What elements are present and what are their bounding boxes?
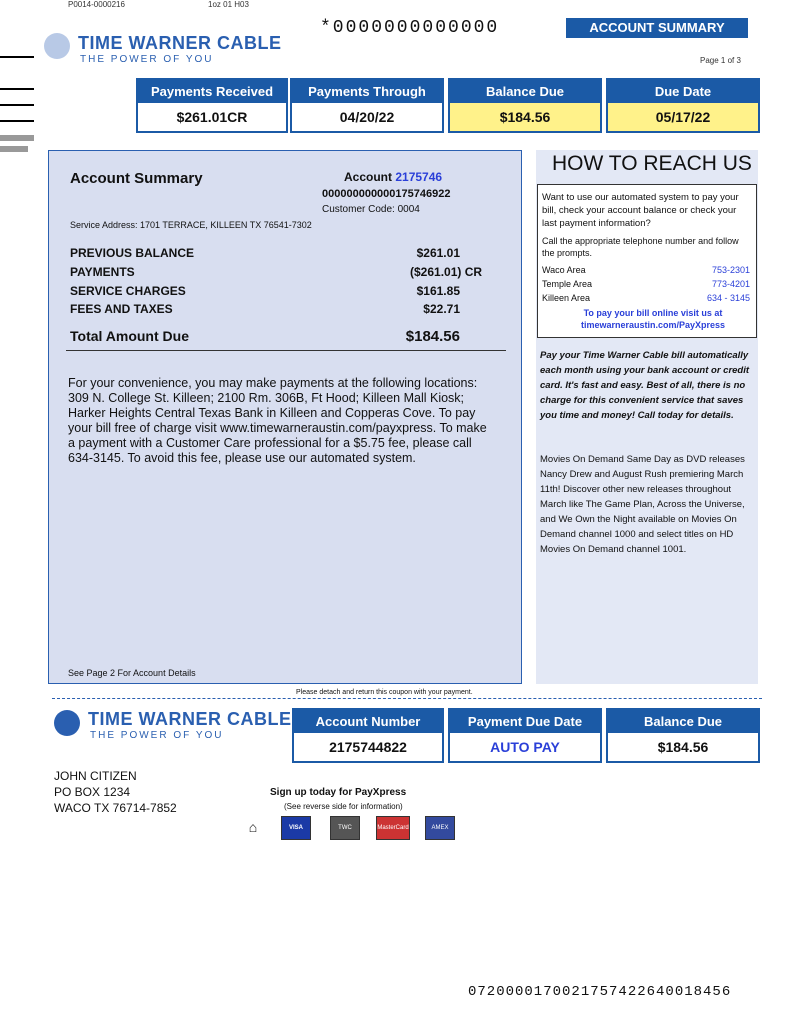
margin-mark bbox=[0, 56, 34, 58]
logo-tagline: THE POWER OF YOU bbox=[90, 730, 224, 741]
account-label: Account 2175746 bbox=[344, 170, 443, 184]
balance-due-box bbox=[448, 78, 602, 133]
box-value: AUTO PAY bbox=[490, 739, 560, 755]
summary-row-label: PAYMENTS bbox=[70, 265, 135, 279]
box-title: Balance Due bbox=[450, 80, 600, 103]
reach-online-link[interactable]: To pay your bill online visit us at timewarneraustin.com/PayXpress bbox=[580, 308, 726, 330]
summary-row-value: $261.01 bbox=[416, 246, 460, 260]
reach-box bbox=[537, 184, 757, 338]
visa-card-icon: VISA bbox=[281, 816, 311, 840]
summary-row-value: $22.71 bbox=[423, 302, 460, 316]
box-value: $184.56 bbox=[450, 103, 600, 131]
box-value: $184.56 bbox=[657, 739, 709, 755]
customer-code: Customer Code: 0004 bbox=[322, 204, 420, 215]
convenience-text: For your convenience, you may make payments at the following locations: 309 N. College St. Killeen; 2100 Rm. 306B, Ft Hood; Killeen Mall Kiosk; Harker Heights Central Texas Bank in Killeen and Copperas Cove. To pay your bill free of charge visit www.timewarneraustin.com/payxpress. To make a payment with a Customer Care professional for a $5.75 fee, please call 634-3145. To avoid this fee, please use our automated system. bbox=[68, 376, 487, 465]
due-date-box bbox=[606, 78, 760, 133]
box-value: 2175744822 bbox=[329, 739, 407, 755]
account-number: 2175746 bbox=[395, 170, 443, 184]
equal-housing-icon: ⌂ bbox=[248, 819, 258, 835]
margin-mark bbox=[0, 88, 34, 90]
payments-received-box bbox=[136, 78, 288, 133]
promo-autopay: Pay your Time Warner Cable bill automatically each month using your bank account or credit card. It's fast and easy. Best of all, there is no charge for this convenient service that saves you time and money! Call today for details. bbox=[540, 350, 750, 421]
box-value: $261.01CR bbox=[176, 109, 248, 125]
reach-intro: Want to use our automated system to pay your bill, check your account balance or check your last payment information? bbox=[542, 192, 739, 229]
coupon-account-number-box bbox=[292, 708, 444, 763]
mailing-address bbox=[54, 768, 177, 816]
promo-movies: Movies On Demand Same Day as DVD releases Nancy Drew and August Rush premiering March 11th! Discover other new releases throughout March like The Game Plan, Across the Universe, and We Own the Night available on Movies On Demand channel 1000 and select titles on HD Movies On Demand channel 1001. bbox=[540, 454, 745, 555]
margin-mark bbox=[0, 104, 34, 106]
summary-row-value: $161.85 bbox=[416, 284, 460, 298]
box-title: Payment Due Date bbox=[450, 710, 600, 733]
area-phone: 634 - 3145 bbox=[706, 293, 750, 303]
margin-mark bbox=[0, 120, 34, 122]
logo-tagline: THE POWER OF YOU bbox=[80, 54, 214, 65]
box-title: Payments Received bbox=[138, 80, 286, 103]
address-line: PO BOX 1234 bbox=[54, 785, 131, 799]
coupon-due-date-box bbox=[448, 708, 602, 763]
scan-line-code: 0720000170021757422640018456 bbox=[468, 984, 732, 1000]
detach-line bbox=[52, 698, 762, 699]
account-line2: 000000000000175746922 bbox=[322, 188, 451, 200]
mastercard-icon: MasterCard bbox=[376, 816, 410, 840]
account-ref: P0014-0000216 bbox=[68, 0, 125, 9]
payments-through-box bbox=[290, 78, 444, 133]
detach-text: Please detach and return this coupon with your payment. bbox=[296, 689, 473, 696]
divider bbox=[66, 350, 506, 351]
address-line: JOHN CITIZEN bbox=[54, 769, 137, 783]
margin-mark bbox=[0, 135, 34, 141]
box-value: 05/17/22 bbox=[608, 103, 758, 131]
box-value: 04/20/22 bbox=[339, 109, 395, 125]
area-phone: 773-4201 bbox=[711, 279, 750, 289]
box-title: Balance Due bbox=[608, 710, 758, 733]
coupon-balance-box bbox=[606, 708, 760, 763]
address-line: WACO TX 76714-7852 bbox=[54, 801, 177, 815]
logo-icon bbox=[54, 710, 80, 736]
page-label: Page 1 of 3 bbox=[700, 56, 741, 65]
area-phone: 753-2301 bbox=[711, 265, 750, 275]
account-summary-label: ACCOUNT SUMMARY bbox=[566, 18, 748, 38]
summary-row-value: ($261.01) CR bbox=[410, 265, 483, 279]
margin-mark bbox=[0, 146, 28, 152]
area-name: Temple Area bbox=[542, 279, 593, 289]
box-title: Payments Through bbox=[292, 80, 442, 103]
barcode-text: *0000000000000 bbox=[320, 18, 500, 38]
box-title: Account Number bbox=[294, 710, 442, 733]
summary-row-label: FEES AND TAXES bbox=[70, 302, 173, 316]
signup-sub: (See reverse side for information) bbox=[284, 802, 403, 811]
reach-call-text: Call the appropriate telephone number and follow the prompts. bbox=[542, 236, 739, 258]
total-value: $184.56 bbox=[405, 328, 460, 345]
area-name: Waco Area bbox=[542, 265, 586, 275]
signup-text: Sign up today for PayXpress bbox=[270, 787, 407, 798]
see-page-note: See Page 2 For Account Details bbox=[68, 668, 196, 678]
box-title: Due Date bbox=[608, 80, 758, 103]
summary-row-label: SERVICE CHARGES bbox=[70, 284, 186, 298]
logo-name: TIME WARNER CABLE bbox=[88, 709, 292, 729]
summary-title: Account Summary bbox=[70, 170, 203, 187]
summary-row-label: PREVIOUS BALANCE bbox=[70, 246, 195, 260]
total-label: Total Amount Due bbox=[70, 328, 189, 344]
reach-title: HOW TO REACH US bbox=[552, 152, 752, 175]
mail-code: 1oz 01 H03 bbox=[208, 0, 249, 9]
amex-card-icon: AMEX bbox=[425, 816, 455, 840]
logo-name: TIME WARNER CABLE bbox=[78, 33, 282, 53]
service-address: Service Address: 1701 TERRACE, KILLEEN TX 76541-7302 bbox=[70, 220, 312, 230]
area-name: Killeen Area bbox=[542, 293, 591, 303]
logo-icon bbox=[44, 33, 70, 59]
twc-card-icon: TWC bbox=[330, 816, 360, 840]
